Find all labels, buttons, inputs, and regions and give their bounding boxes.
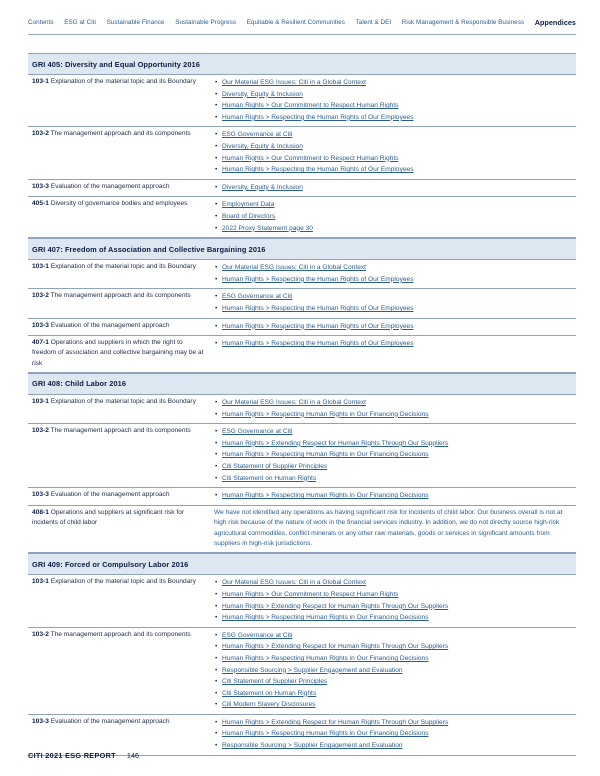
- reference-list: [214, 397, 576, 420]
- table-row: [28, 628, 576, 715]
- reference-link[interactable]: Human Rights > Our Commitment to Respect Human Rights: [222, 590, 399, 598]
- table-row: [28, 197, 576, 238]
- reference-link[interactable]: ESG Governance at Citi: [222, 428, 293, 436]
- nav-divider: [28, 34, 576, 35]
- reference-list: [214, 577, 576, 623]
- nav-link-appendices[interactable]: Appendices: [534, 17, 576, 27]
- nav-link-contents[interactable]: Contents: [28, 18, 54, 26]
- disclosure-description: Explanation of the material topic and its Boundary: [50, 397, 196, 405]
- reference-cell: [214, 577, 576, 623]
- reference-cell: [214, 630, 576, 711]
- list-item: [214, 100, 576, 112]
- reference-list: [214, 717, 576, 752]
- reference-link[interactable]: Human Rights > Respecting the Human Rights of Our Employees: [222, 322, 414, 330]
- disclosure-code: 103-3: [32, 717, 49, 725]
- reference-list: [214, 199, 576, 234]
- list-item: [214, 262, 576, 274]
- reference-link[interactable]: Human Rights > Respecting the Human Rights of Our Employees: [222, 275, 414, 283]
- disclosure-code: 103-1: [32, 78, 49, 85]
- table-row: [28, 75, 576, 127]
- reference-cell: [214, 490, 576, 502]
- list-item: [214, 490, 576, 502]
- reference-link[interactable]: Diversity, Equity & Inclusion: [222, 183, 303, 191]
- section-title: GRI 405: Diversity and Equal Opportunity 2016: [28, 53, 576, 75]
- disclosure-code: 407-1: [32, 339, 49, 347]
- nav-link-sustainable-progress[interactable]: Sustainable Progress: [175, 18, 237, 26]
- disclosure-cell: [28, 490, 214, 502]
- disclosure-code: 103-1: [32, 263, 49, 271]
- list-item: [214, 676, 576, 688]
- disclosure-cell: [28, 262, 214, 285]
- section-title: GRI 407: Freedom of Association and Collective Bargaining 2016: [28, 238, 576, 260]
- reference-link[interactable]: Human Rights > Respecting the Human Rights of Our Employees: [222, 166, 414, 174]
- disclosure-cell: [28, 630, 214, 711]
- reference-link[interactable]: ESG Governance at Citi: [222, 631, 293, 639]
- disclosure-code: 103-2: [32, 292, 49, 300]
- reference-cell: [214, 129, 576, 175]
- disclosure-description: Explanation of the material topic and its Boundary: [50, 78, 196, 85]
- reference-link[interactable]: Our Material ESG Issues: Citi in a Global Context: [222, 79, 367, 86]
- disclosure-cell: [28, 426, 214, 484]
- list-item: [214, 303, 576, 315]
- list-item: [214, 338, 576, 350]
- reference-link[interactable]: Human Rights > Extending Respect for Human Rights Through Our Suppliers: [222, 602, 449, 610]
- table-row: [28, 506, 576, 554]
- list-item: [214, 728, 576, 740]
- list-item: [214, 601, 576, 613]
- list-item: [214, 409, 576, 421]
- table-row: [28, 180, 576, 198]
- disclosure-cell: [28, 321, 214, 333]
- reference-cell: [214, 291, 576, 314]
- reference-link[interactable]: Responsible Sourcing > Supplier Engagement and Evaluation: [222, 742, 403, 750]
- gri-index-table: [28, 53, 576, 756]
- disclosure-description: Explanation of the material topic and its Boundary: [50, 263, 196, 271]
- reference-link[interactable]: Citi Statement of Supplier Principles: [222, 462, 328, 470]
- page-footer: [28, 751, 139, 760]
- disclosure-code: 103-3: [32, 182, 49, 190]
- disclosure-code: 405-1: [32, 200, 49, 208]
- reference-cell: [214, 508, 576, 550]
- table-row: [28, 319, 576, 337]
- reference-link[interactable]: ESG Governance at Citi: [222, 293, 293, 301]
- reference-link[interactable]: Human Rights > Respecting the Human Rights of Our Employees: [222, 340, 414, 348]
- reference-link[interactable]: Citi Statement on Human Rights: [222, 474, 317, 482]
- reference-cell: [214, 182, 576, 194]
- reference-link[interactable]: Human Rights > Respecting the Human Rights of Our Employees: [222, 304, 414, 312]
- table-row: [28, 715, 576, 756]
- reference-link[interactable]: Our Material ESG Issues: Citi in a Global Context: [222, 398, 367, 406]
- disclosure-code: 103-2: [32, 630, 49, 638]
- reference-cell: [214, 426, 576, 484]
- disclosure-code: 103-3: [32, 321, 49, 329]
- list-item: [214, 129, 576, 141]
- reference-cell: [214, 199, 576, 234]
- disclosure-cell: [28, 717, 214, 752]
- disclosure-description: Operations and suppliers in which the right to freedom of association and collective bargaining may be at risk: [32, 339, 204, 367]
- list-item: [214, 665, 576, 677]
- disclosure-cell: [28, 199, 214, 234]
- disclosure-description: The management approach and its components: [50, 630, 191, 638]
- section-title: GRI 408: Child Labor 2016: [28, 373, 576, 395]
- table-row: [28, 127, 576, 179]
- list-item: [214, 211, 576, 223]
- list-item: [214, 397, 576, 409]
- disclosure-description: Evaluation of the management approach: [50, 491, 170, 499]
- list-item: [214, 473, 576, 485]
- disclosure-description: Evaluation of the management approach: [50, 717, 170, 725]
- list-item: [214, 699, 576, 711]
- reference-list: [214, 129, 576, 175]
- disclosure-cell: [28, 508, 214, 550]
- reference-link[interactable]: Human Rights > Respecting Human Rights in Our Financing Decisions: [222, 614, 429, 622]
- table-row: [28, 395, 576, 424]
- reference-link[interactable]: Citi Modern Slavery Disclosures: [222, 701, 316, 709]
- nav-link-esg-at-citi[interactable]: ESG at Citi: [64, 18, 96, 26]
- list-item: [214, 461, 576, 473]
- reference-link[interactable]: Citi Statement of Supplier Principles: [222, 678, 328, 686]
- list-item: [214, 77, 576, 89]
- reference-cell: [214, 77, 576, 123]
- reference-list: [214, 182, 576, 194]
- reference-link[interactable]: ESG Governance at Citi: [222, 131, 293, 139]
- nav-link-sustainable-finance[interactable]: Sustainable Finance: [106, 18, 165, 26]
- disclosure-description: The management approach and its components: [50, 427, 191, 435]
- reference-link[interactable]: Human Rights > Respecting Human Rights in Our Financing Decisions: [222, 451, 429, 459]
- list-item: [214, 577, 576, 589]
- disclosure-code: 103-1: [32, 397, 49, 405]
- reference-link[interactable]: 2022 Proxy Statement page 30: [222, 224, 313, 232]
- disclosure-description: Explanation of the material topic and its Boundary: [50, 578, 196, 586]
- gri-section: [28, 238, 576, 373]
- list-item: [214, 641, 576, 653]
- disclosure-description: Evaluation of the management approach: [50, 182, 170, 190]
- gri-section: [28, 373, 576, 553]
- nav-link-risk-management-responsible-business[interactable]: Risk Management & Responsible Business: [401, 18, 525, 26]
- disclosure-text: We have not identified any operations as having significant risk for incidents of child labor. Our business overall is not at high risk because of the nature of work in the financial services industry. In addition, we do not directly source high-risk agricultural commodities, conflict minerals or any other raw materials, goods or services in significant amounts from suppliers in high-risk jurisdictions.: [214, 508, 563, 547]
- disclosure-code: 103-3: [32, 491, 49, 499]
- reference-list: [214, 490, 576, 502]
- disclosure-code: 103-2: [32, 130, 49, 138]
- section-title: GRI 409: Forced or Compulsory Labor 2016: [28, 553, 576, 575]
- reference-link[interactable]: Employment Data: [222, 201, 275, 209]
- reference-link[interactable]: Human Rights > Respecting Human Rights in Our Financing Decisions: [222, 654, 429, 662]
- reference-list: [214, 262, 576, 285]
- gri-section: [28, 553, 576, 755]
- report-title: CITI 2021 ESG REPORT: [28, 751, 116, 760]
- reference-link[interactable]: Human Rights > Respecting the Human Rights of Our Employees: [222, 113, 414, 121]
- disclosure-cell: [28, 291, 214, 314]
- reference-cell: [214, 262, 576, 285]
- disclosure-description: The management approach and its components: [50, 130, 191, 138]
- page-number: 146: [126, 751, 140, 760]
- list-item: [214, 153, 576, 165]
- reference-link[interactable]: Diversity, Equity & Inclusion: [222, 90, 303, 98]
- list-item: [214, 740, 576, 752]
- reference-cell: [214, 321, 576, 333]
- reference-link[interactable]: Our Material ESG Issues: Citi in a Global Context: [222, 264, 367, 272]
- reference-link[interactable]: Human Rights > Respecting Human Rights in Our Financing Decisions: [222, 410, 429, 418]
- reference-link[interactable]: Diversity, Equity & Inclusion: [222, 142, 303, 150]
- disclosure-cell: [28, 338, 214, 369]
- reference-link[interactable]: Board of Directors: [222, 212, 276, 220]
- list-item: [214, 653, 576, 665]
- list-item: [214, 182, 576, 194]
- top-navigation: [28, 14, 576, 30]
- disclosure-description: The management approach and its components: [50, 292, 191, 300]
- disclosure-cell: [28, 182, 214, 194]
- list-item: [214, 717, 576, 729]
- reference-link[interactable]: Human Rights > Extending Respect for Human Rights Through Our Suppliers: [222, 439, 449, 447]
- reference-link[interactable]: Responsible Sourcing > Supplier Engagement and Evaluation: [222, 666, 403, 674]
- reference-link[interactable]: Human Rights > Our Commitment to Respect Human Rights: [222, 102, 399, 110]
- nav-link-equitable-resilient-communities[interactable]: Equitable & Resilient Communities: [246, 18, 345, 26]
- disclosure-description: Evaluation of the management approach: [50, 321, 170, 329]
- list-item: [214, 630, 576, 642]
- list-item: [214, 438, 576, 450]
- reference-link[interactable]: Human Rights > Extending Respect for Human Rights Through Our Suppliers: [222, 718, 449, 726]
- disclosure-cell: [28, 577, 214, 623]
- table-row: [28, 575, 576, 627]
- list-item: [214, 141, 576, 153]
- reference-link[interactable]: Human Rights > Our Commitment to Respect Human Rights: [222, 154, 399, 162]
- disclosure-description: Operations and suppliers at significant risk for incidents of child labor: [32, 508, 185, 527]
- list-item: [214, 589, 576, 601]
- list-item: [214, 112, 576, 124]
- reference-list: [214, 291, 576, 314]
- table-row: [28, 424, 576, 488]
- list-item: [214, 164, 576, 176]
- disclosure-cell: [28, 129, 214, 175]
- reference-list: [214, 338, 576, 350]
- reference-list: [214, 426, 576, 484]
- list-item: [214, 274, 576, 286]
- disclosure-code: 103-1: [32, 578, 49, 586]
- table-row: [28, 336, 576, 373]
- list-item: [214, 199, 576, 211]
- disclosure-description: Diversity of governance bodies and employees: [50, 200, 188, 208]
- disclosure-cell: [28, 397, 214, 420]
- list-item: [214, 449, 576, 461]
- nav-link-talent-dei[interactable]: Talent & DEI: [355, 18, 392, 26]
- disclosure-code: 103-2: [32, 427, 49, 435]
- list-item: [214, 688, 576, 700]
- reference-cell: [214, 397, 576, 420]
- reference-cell: [214, 717, 576, 752]
- table-row: [28, 260, 576, 289]
- table-row: [28, 488, 576, 506]
- list-item: [214, 321, 576, 333]
- list-item: [214, 89, 576, 101]
- list-item: [214, 291, 576, 303]
- table-row: [28, 289, 576, 318]
- reference-link[interactable]: Human Rights > Respecting Human Rights in Our Financing Decisions: [222, 492, 429, 500]
- disclosure-code: 408-1: [32, 508, 49, 516]
- list-item: [214, 612, 576, 624]
- reference-cell: [214, 338, 576, 369]
- reference-list: [214, 77, 576, 123]
- reference-list: [214, 321, 576, 333]
- reference-link[interactable]: Our Material ESG Issues: Citi in a Global Context: [222, 579, 367, 587]
- reference-link[interactable]: Citi Statement on Human Rights: [222, 689, 317, 697]
- list-item: [214, 426, 576, 438]
- reference-link[interactable]: Human Rights > Extending Respect for Human Rights Through Our Suppliers: [222, 643, 449, 651]
- gri-section: [28, 53, 576, 238]
- reference-link[interactable]: Human Rights > Respecting Human Rights in Our Financing Decisions: [222, 730, 429, 738]
- reference-list: [214, 630, 576, 711]
- list-item: [214, 223, 576, 235]
- disclosure-cell: [28, 77, 214, 123]
